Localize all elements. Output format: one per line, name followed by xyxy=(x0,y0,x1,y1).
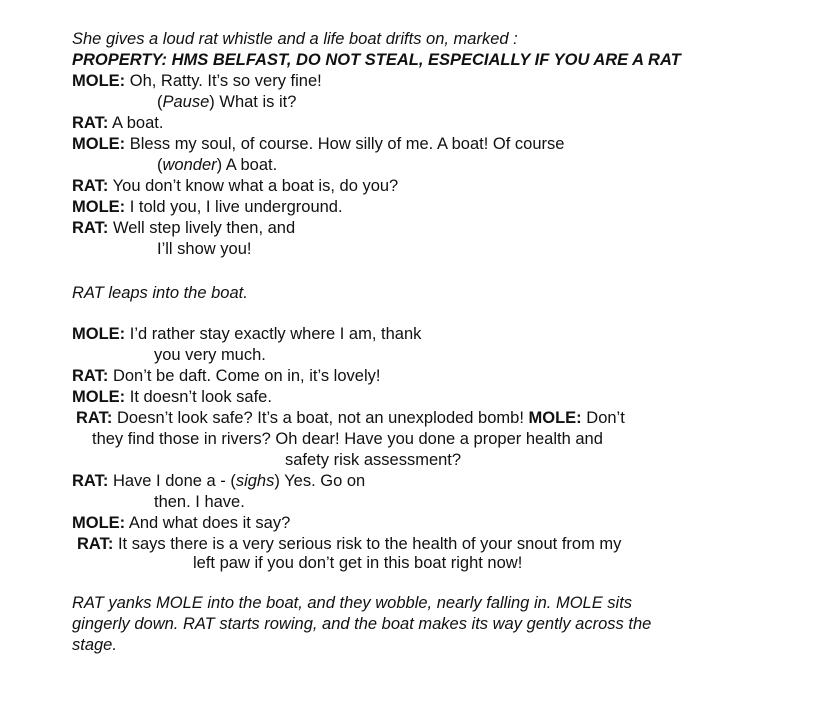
speech-text: Bless my soul, of course. How silly of me. A boat! Of course xyxy=(125,135,565,153)
paren: ( xyxy=(157,156,163,174)
speaker-name: MOLE: xyxy=(72,72,126,90)
stage-direction-line: stage. xyxy=(72,636,117,654)
speaker-name: RAT: xyxy=(72,472,109,490)
dialogue-continuation xyxy=(157,155,277,175)
speech-text: You don’t know what a boat is, do you? xyxy=(108,177,399,195)
speaker-name: RAT: xyxy=(77,535,114,553)
dialogue-line xyxy=(72,176,398,196)
dialogue-line xyxy=(72,218,295,238)
dialogue-continuation: you very much. xyxy=(154,346,266,364)
dialogue-line xyxy=(72,471,365,491)
speech-text: I told you, I live underground. xyxy=(125,198,343,216)
speech-text: I’d rather stay exactly where I am, thank xyxy=(125,325,422,343)
dialogue-line xyxy=(76,408,625,428)
dialogue-line xyxy=(77,534,621,554)
speech-text: Oh, Ratty. It’s so very fine! xyxy=(125,72,322,90)
dialogue-line xyxy=(72,324,421,344)
stage-direction-line: She gives a loud rat whistle and a life boat drifts on, marked : xyxy=(72,30,518,48)
dialogue-continuation: left paw if you don’t get in this boat right now! xyxy=(193,554,523,572)
dialogue-continuation: then. I have. xyxy=(154,493,245,511)
speech-text: And what does it say? xyxy=(125,514,291,532)
dialogue-line xyxy=(72,134,564,154)
speech-text: ) Yes. Go on xyxy=(274,472,366,490)
speech-text: Doesn’t look safe? It’s a boat, not an unexploded bomb! xyxy=(112,409,529,427)
speaker-name: RAT: xyxy=(72,114,109,132)
stage-direction-line: RAT yanks MOLE into the boat, and they wobble, nearly falling in. MOLE sits xyxy=(72,594,633,612)
speech-text: Have I done a - ( xyxy=(108,472,236,490)
speaker-name: MOLE: xyxy=(72,388,126,406)
dialogue-continuation: they find those in rivers? Oh dear! Have you done a proper health and xyxy=(92,430,603,448)
speaker-name: RAT: xyxy=(76,409,113,427)
speech-text: A boat. xyxy=(108,114,164,132)
dialogue-continuation: safety risk assessment? xyxy=(285,451,462,469)
dialogue-line xyxy=(72,513,290,533)
speaker-name: MOLE: xyxy=(72,325,126,343)
inline-direction: wonder xyxy=(162,156,217,174)
speech-text: It says there is a very serious risk to the health of your snout from my xyxy=(113,535,622,553)
speech-text: ) What is it? xyxy=(209,93,297,111)
speaker-name: RAT: xyxy=(72,219,109,237)
speaker-name: RAT: xyxy=(72,367,109,385)
paren: ( xyxy=(157,93,163,111)
speech-text: Well step lively then, and xyxy=(108,219,296,237)
inline-direction: sighs xyxy=(235,472,275,490)
speaker-name: RAT: xyxy=(72,177,109,195)
speech-text: It doesn’t look safe. xyxy=(125,388,272,406)
stage-direction: RAT leaps into the boat. xyxy=(72,284,248,302)
speaker-name: MOLE: xyxy=(72,198,126,216)
speech-text: ) A boat. xyxy=(216,156,278,174)
inline-direction: Pause xyxy=(162,93,210,111)
dialogue-line xyxy=(72,197,343,217)
dialogue-continuation xyxy=(157,92,296,112)
speech-text: Don’t be daft. Come on in, it’s lovely! xyxy=(108,367,381,385)
dialogue-continuation: I’ll show you! xyxy=(157,240,252,258)
stage-direction-sign: PROPERTY: HMS BELFAST, DO NOT STEAL, ESPECIALLY IF YOU ARE A RAT xyxy=(72,51,681,69)
speaker-name: MOLE: xyxy=(72,135,126,153)
dialogue-line xyxy=(72,71,322,91)
speaker-name: MOLE: xyxy=(528,409,582,427)
dialogue-line xyxy=(72,366,380,386)
stage-direction-line: gingerly down. RAT starts rowing, and the boat makes its way gently across the xyxy=(72,615,652,633)
speaker-name: MOLE: xyxy=(72,514,126,532)
dialogue-line xyxy=(72,113,163,133)
speech-text: Don’t xyxy=(581,409,625,427)
dialogue-line xyxy=(72,387,272,407)
